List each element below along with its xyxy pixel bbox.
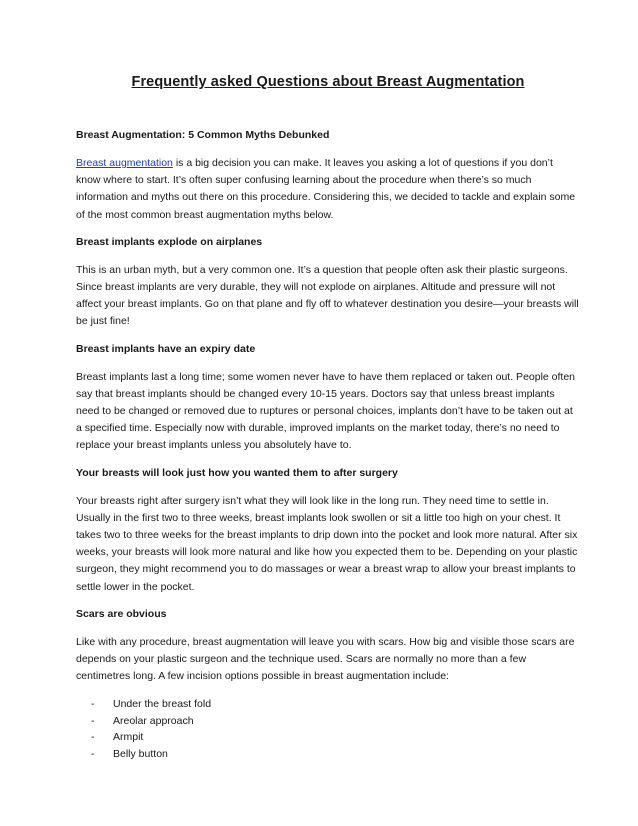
dash-bullet: - — [91, 714, 95, 727]
section-heading-after-surgery: Your breasts will look just how you wanted them to after surgery — [76, 466, 398, 479]
section-heading-expiry: Breast implants have an expiry date — [76, 342, 256, 355]
section-heading-airplanes: Breast implants explode on airplanes — [76, 235, 263, 248]
breast-augmentation-link[interactable]: Breast augmentation — [76, 157, 173, 169]
intro-heading: Breast Augmentation: 5 Common Myths Debunked — [76, 129, 330, 141]
intro-text: is a big decision you can make. It leaves you asking a lot of questions if you don’t know where to start. It’s often super confusing learning about the procedure when there’s so much information and myths out there on this procedure. Considering this, we decided to tackle and explain some of the most common breast augmentation myths below. — [76, 157, 576, 221]
list-item-text: Areolar approach — [113, 714, 194, 727]
dash-bullet: - — [91, 698, 95, 711]
section-heading-scars: Scars are obvious — [76, 607, 167, 620]
page-title: Frequently asked Questions about Breast Augmentation — [131, 74, 525, 90]
list-item-text: Under the breast fold — [113, 698, 212, 711]
list-item-text: Belly button — [113, 747, 168, 760]
dash-bullet: - — [91, 731, 95, 744]
section-body-expiry: Breast implants last a long time; some women never have to have them replaced or taken out. People often say that breast implants should be changed every 10-15 years. Doctors say that unless breast implants need to be changed or removed due to ruptures or personal choices, implants don’t have to be taken out at a specified time. Especially now with durable, improved implants on the market today, there’s no need to replace your breast implants unless you absolutely have to. — [76, 370, 576, 452]
list-item-text: Armpit — [113, 731, 144, 744]
section-body-scars: Like with any procedure, breast augmentation will leave you with scars. How big and visible those scars are depends on your plastic surgeon and the technique used. Scars are normally no more than a few centimetres long. A few incision options possible in breast augmentation include: — [76, 635, 575, 683]
dash-bullet: - — [91, 747, 95, 760]
section-body-airplanes: This is an urban myth, but a very common one. It’s a question that people often ask their plastic surgeons. Since breast implants are very durable, they will not explode on airplanes. Altitude and pressure will not affect your breast implants. Go on that plane and fly off to whatever destination you desire—your breasts will be just fine! — [76, 263, 579, 328]
incision-options-list — [76, 696, 580, 762]
list-item — [91, 746, 580, 763]
list-item — [91, 713, 580, 730]
list-item — [91, 729, 580, 746]
list-item — [91, 696, 580, 713]
section-body-after-surgery: Your breasts right after surgery isn’t what they will look like in the long run. They need time to settle in. Usually in the first two to three weeks, breast implants look swollen or sit a little too high on your chest. It takes two to three weeks for the breast implants to drip down into the pocket and look more natural. After six weeks, your breasts will look more natural and like how you expected them to be. Depending on your plastic surgeon, they might recommend you to do massages or wear a breast wrap to allow your breast implants to settle lower in the pocket. — [76, 494, 578, 593]
intro-paragraph — [76, 155, 580, 224]
